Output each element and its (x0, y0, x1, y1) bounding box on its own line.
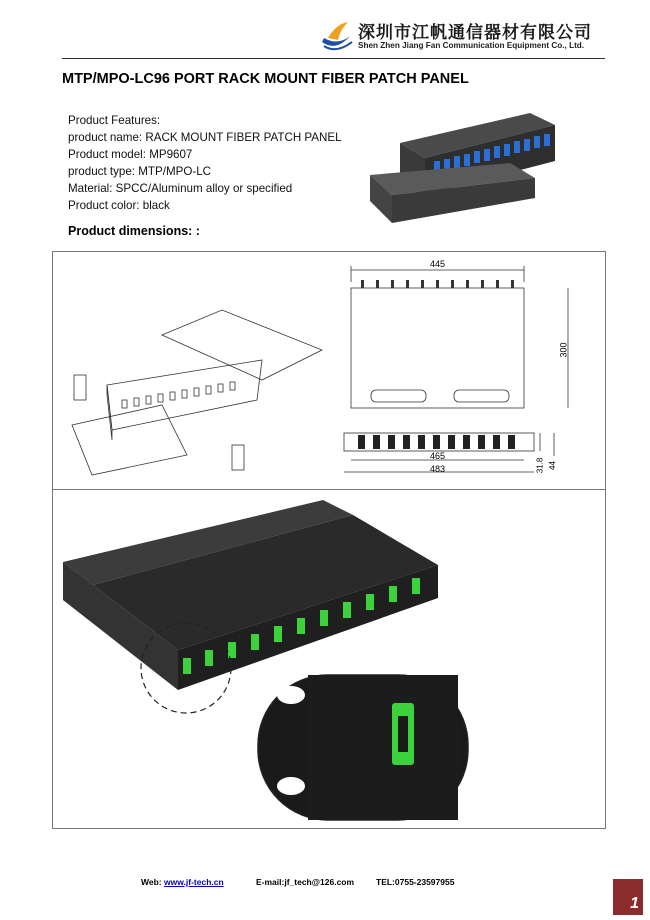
page-number: 1 (630, 895, 639, 912)
footer-telephone: TEL:0755-23597955 (376, 877, 455, 887)
feature-material: Material: SPCC/Aluminum alloy or specified (68, 182, 293, 195)
product-photo (370, 103, 560, 228)
footer-web-link[interactable]: www.jf-tech.cn (164, 877, 224, 887)
footer-web-label: Web: (141, 877, 162, 887)
document-title: MTP/MPO-LC96 PORT RACK MOUNT FIBER PATCH PANEL (62, 71, 469, 87)
feature-product-type: product type: MTP/MPO-LC (68, 165, 212, 178)
company-logo-icon (318, 18, 354, 54)
feature-product-model: Product model: MP9607 (68, 148, 193, 161)
page-number-badge (613, 879, 643, 915)
header-divider (62, 58, 605, 59)
product-closeup-photo (53, 490, 605, 828)
dim-445-label: 445 (430, 259, 446, 269)
dimension-drawing (336, 258, 571, 476)
feature-product-name: product name: RACK MOUNT FIBER PATCH PANEL (68, 131, 342, 144)
footer-email: E-mail:jf_tech@126.com (256, 877, 355, 887)
company-name-chinese: 深圳市江帆通信器材有限公司 (358, 23, 592, 43)
features-heading: Product Features: (68, 114, 161, 127)
feature-color: Product color: black (68, 199, 170, 212)
exploded-view-drawing (62, 305, 327, 480)
dim-44-label: 44 (547, 461, 557, 470)
dim-483-label: 483 (430, 464, 446, 474)
dim-465-label: 465 (430, 451, 446, 461)
company-name-english: Shen Zhen Jiang Fan Communication Equipment Co., Ltd. (358, 41, 585, 50)
dim-300-label: 300 (558, 342, 569, 358)
dimensions-heading: Product dimensions: : (68, 224, 200, 238)
dim-31-8-label: 31.8 (535, 457, 545, 474)
